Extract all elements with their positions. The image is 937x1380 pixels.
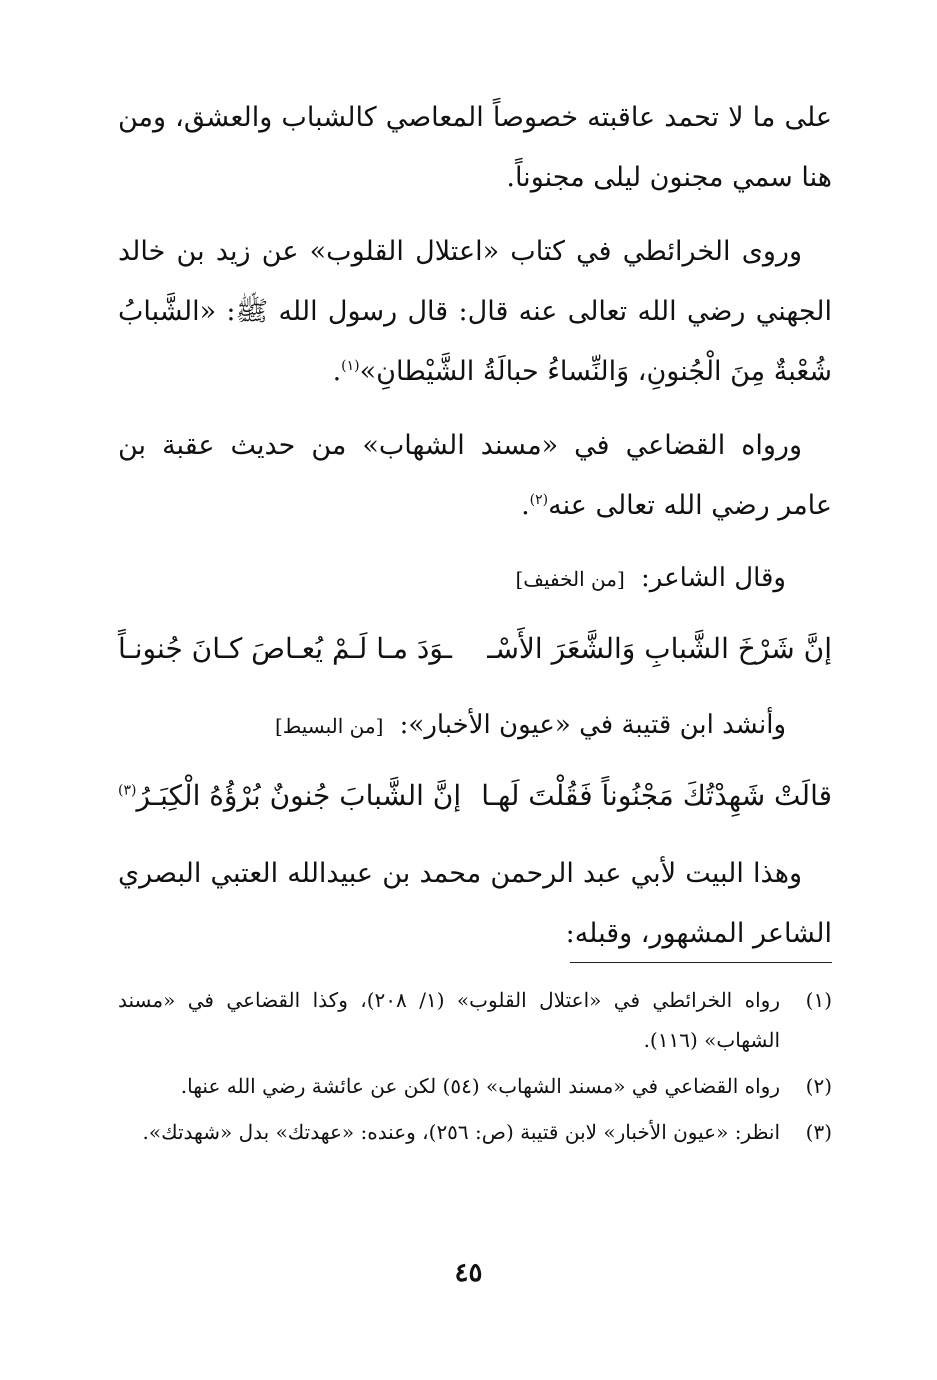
verse-2-second-hemistich-text: إنَّ الشَّبابَ جُنونٌ بُرْؤُهُ الْكِبَـرُ xyxy=(136,779,462,812)
footnote-2-text: رواه القضاعي في «مسند الشهاب» (٥٤) لكن عن عائشة رضي الله عنها. xyxy=(180,1074,780,1098)
footnote-ref-3[interactable]: (٣) xyxy=(118,782,137,799)
footnote-2-number: (٢) xyxy=(805,1074,832,1098)
meter-label-1: [من الخفيف] xyxy=(515,567,625,591)
main-text xyxy=(118,88,832,978)
poet-intro-1-text: وقال الشاعر: xyxy=(641,563,786,593)
paragraph-3-end: . xyxy=(521,490,530,521)
paragraph-1: على ما لا تحمد عاقبته خصوصاً المعاصي كالشباب والعشق، ومن هنا سمي مجنون ليلى مجنوناً. xyxy=(118,102,832,193)
paragraph-3-text: ورواه القضاعي في «مسند الشهاب» من حديث عقبة بن عامر رضي الله تعالى عنه xyxy=(118,430,832,521)
paragraph-3 xyxy=(118,416,832,536)
footnote-separator xyxy=(570,962,832,963)
footnote-3 xyxy=(118,1112,832,1152)
footnote-1-number: (١) xyxy=(805,988,832,1012)
footnote-1-text: رواه الخرائطي في «اعتلال القلوب» (١/ ٢٠٨)، وكذا القضاعي في «مسند الشهاب» (١١٦). xyxy=(118,988,780,1052)
paragraph-2-end: . xyxy=(332,356,342,387)
verse-1-first-hemistich: إنَّ شَرْخَ الشَّبابِ وَالشَّعَرَ الأَسْـ xyxy=(487,632,832,665)
footnote-1 xyxy=(118,980,832,1060)
footnote-ref-2[interactable]: (٢) xyxy=(529,492,549,508)
paragraph-4: وهذا البيت لأبي عبد الرحمن محمد بن عبيدالله العتبي البصري الشاعر المشهور، وقبله: xyxy=(118,858,832,949)
verse-1-second-hemistich: ـوَدَ مـا لَـمْ يُعـاصَ كـانَ جُنونـاً xyxy=(118,632,453,665)
poet-intro-2-text: وأنشد ابن قتيبة في «عيون الأخبار»: xyxy=(399,710,786,740)
meter-label-2: [من البسيط] xyxy=(274,714,384,738)
footnotes xyxy=(118,980,832,1158)
verse-1 xyxy=(118,619,832,679)
poet-intro-1 xyxy=(118,550,832,607)
paragraph-2 xyxy=(118,222,832,402)
footnote-3-text: انظر: «عيون الأخبار» لابن قتيبة (ص: ٢٥٦)، وعنده: «عهدتك» بدل «شهدتك». xyxy=(142,1120,780,1144)
footnote-2 xyxy=(118,1066,832,1106)
page-number: ٤٥ xyxy=(454,1258,483,1288)
verse-2-second-hemistich xyxy=(118,766,461,826)
paragraph-2-text: وروى الخرائطي في كتاب «اعتلال القلوب» عن زيد بن خالد الجهني رضي الله تعالى عنه قال: قال رسول الله ﷺ: «الشَّبابُ شُعْبةٌ مِنَ الْجُنونِ، وَالنِّساءُ حبالَةُ الشَّيْطانِ» xyxy=(118,236,832,387)
poet-intro-2 xyxy=(118,697,832,754)
footnote-ref-1[interactable]: (١) xyxy=(341,358,360,374)
footnote-3-number: (٣) xyxy=(805,1120,832,1144)
verse-2-first-hemistich: قالَتْ شَهِدْتُكَ مَجْنُوناً فَقُلْتَ لَهـا xyxy=(481,779,832,812)
verse-2 xyxy=(118,766,832,826)
